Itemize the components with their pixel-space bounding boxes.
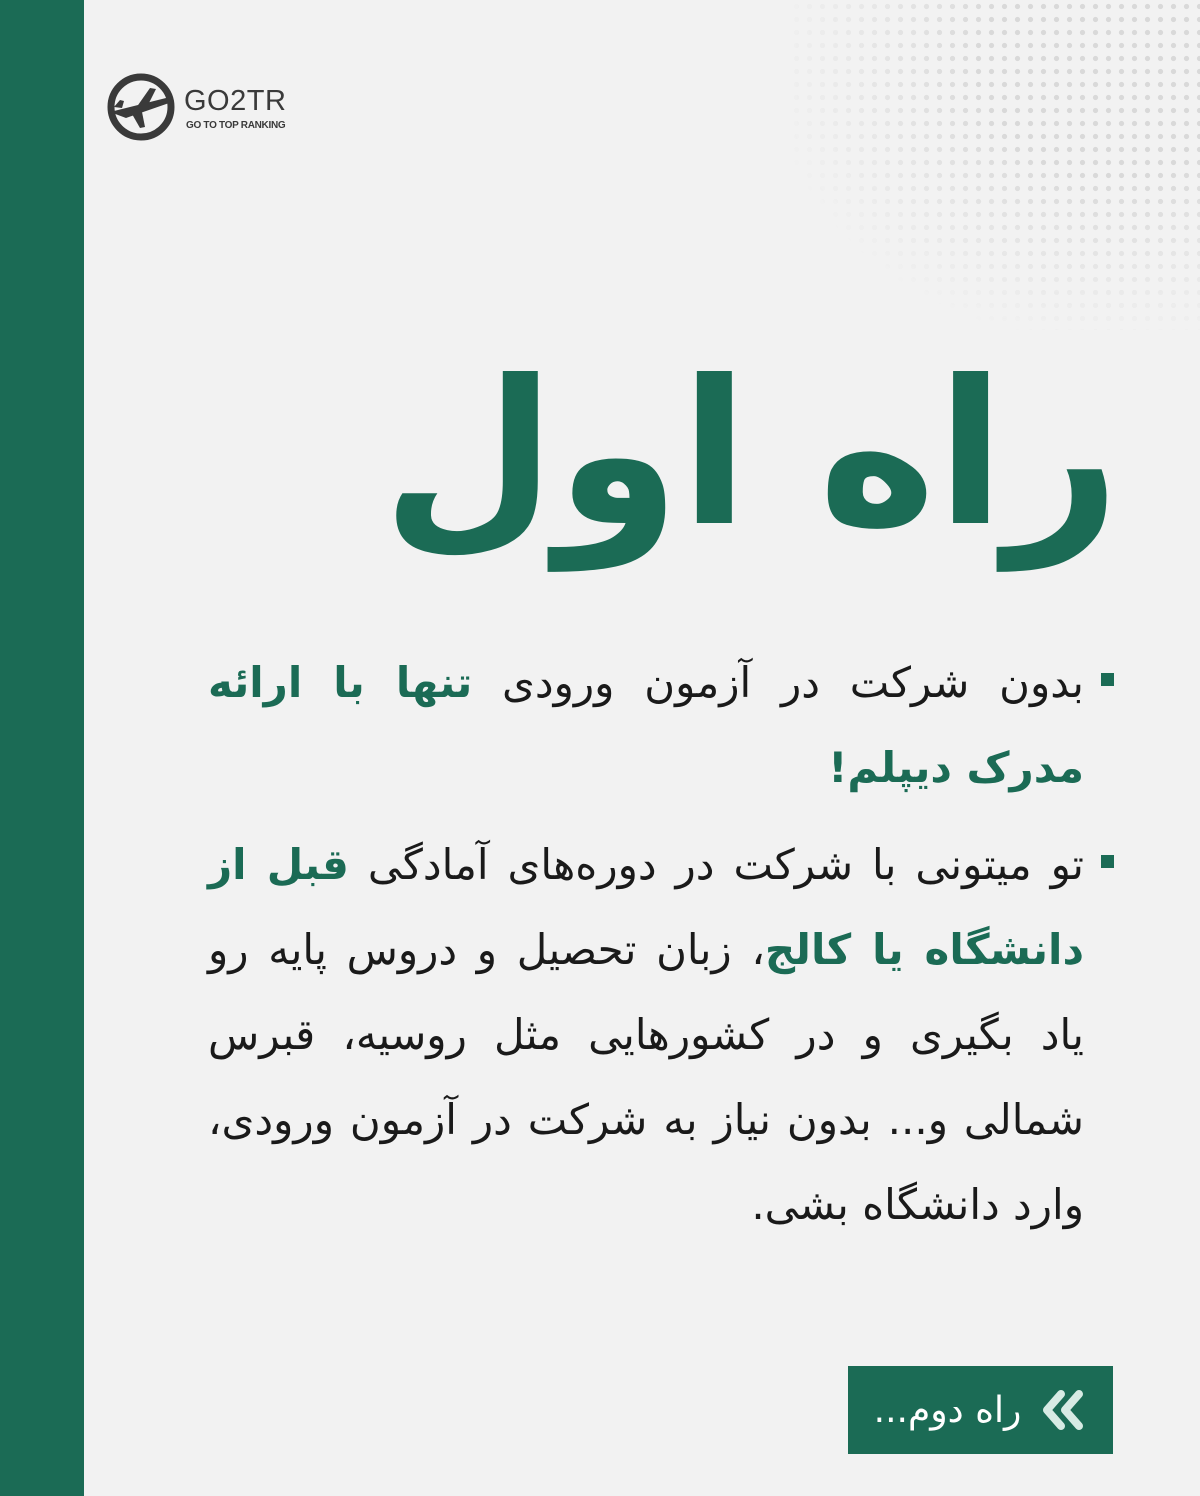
page-title: راه اول (382, 338, 1120, 571)
bullet-1-highlight: تنها با ارائه مدرک دیپلم! (208, 658, 1084, 792)
bullet-1-text: بدون شرکت در آزمون ورودی (472, 658, 1084, 707)
brand-name: GO2TR (184, 85, 287, 117)
bullet-square-icon (1101, 673, 1114, 686)
side-accent-bar (0, 0, 84, 1496)
globe-plane-icon (106, 72, 176, 142)
double-chevron-left-icon (1039, 1390, 1087, 1430)
bullet-2-text-after: ، زبان تحصیل و دروس پایه رو یاد بگیری و در کشورهایی مثل روسیه، قبرس شمالی و... بدون نیاز به شرکت در آزمون ورودی، وارد دانشگاه بشی. (208, 925, 1084, 1229)
bullet-list (208, 640, 1084, 1259)
brand-tagline: GO TO TOP RANKING (186, 120, 286, 131)
dot-pattern-decoration (790, 0, 1200, 330)
bullet-2-highlight: قبل از دانشگاه یا کالج (208, 840, 1084, 974)
bullet-item-2 (208, 822, 1084, 1247)
bullet-item-1 (208, 640, 1084, 810)
bullet-square-icon (1101, 855, 1114, 868)
next-way-button[interactable] (848, 1366, 1113, 1454)
bullet-2-text: تو میتونی با شرکت در دوره‌های آمادگی (348, 840, 1084, 889)
next-way-label: راه دوم... (873, 1389, 1022, 1431)
brand-logo (106, 72, 296, 142)
